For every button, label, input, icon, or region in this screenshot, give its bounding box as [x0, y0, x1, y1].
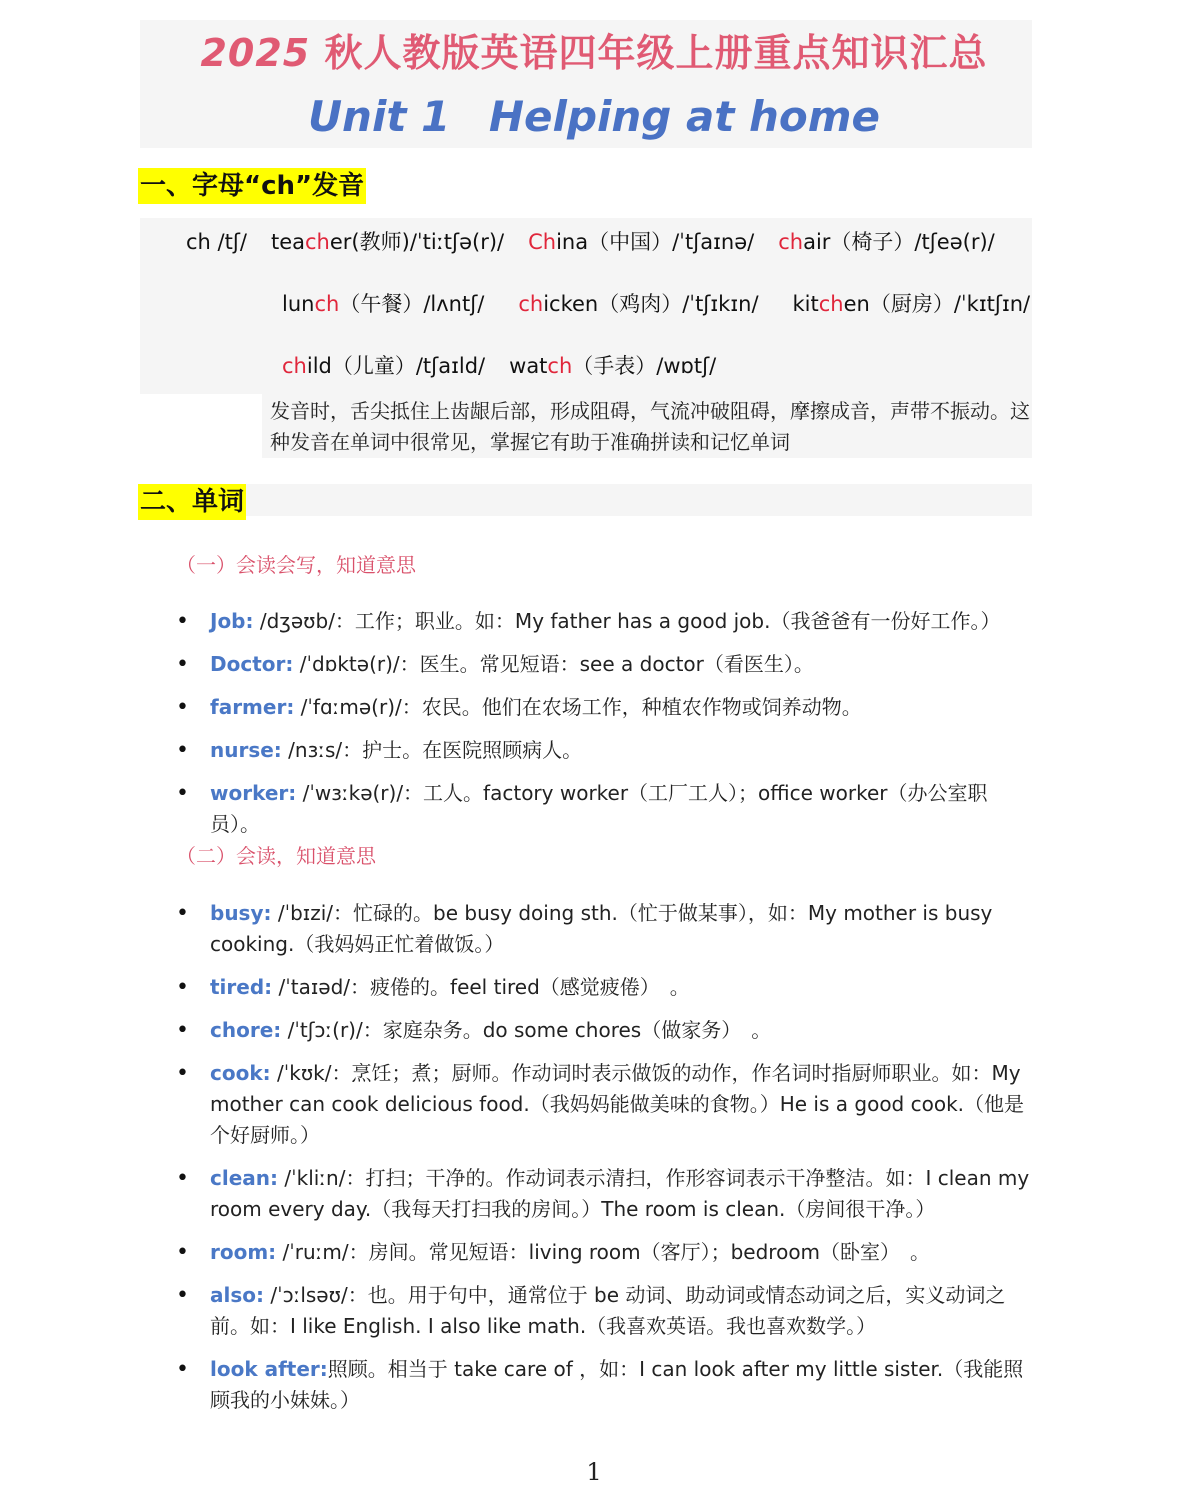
bullet-icon: • [176, 695, 189, 720]
phonics-item: chair（椅子）/tʃeə(r)/ [778, 230, 995, 254]
unit-name: Helping at home [488, 92, 881, 141]
vocab-item: • Doctor: /ˈdɒktə(r)/：医生。常见短语：see a doctor（看医生）。 [176, 649, 1032, 680]
vocab-list-1 [176, 606, 1032, 840]
section1-heading [138, 168, 366, 204]
bullet-icon: • [176, 1283, 189, 1308]
bullet-icon: • [176, 1357, 189, 1382]
vocab-item: • room: /ˈruːm/：房间。常见短语：living room（客厅）；bedroom（卧室） 。 [176, 1237, 1032, 1268]
vocab-item: • farmer: /ˈfɑːmə(r)/：农民。他们在农场工作，种植农作物或饲养动物。 [176, 692, 1032, 723]
bullet-icon: • [176, 738, 189, 763]
vocab-list-2 [176, 898, 1032, 1416]
phonics-item: ch /tʃ/ [186, 230, 247, 254]
vocab-item: • clean: /ˈkliːn/：打扫；干净的。作动词表示清扫，作形容词表示干净整洁。如：I clean my room every day.（我每天打扫我的房间。）The room is clean.（房间很干净。） [176, 1163, 1032, 1225]
page-number: 1 [586, 1458, 602, 1486]
phonics-row-1 [186, 226, 995, 256]
title-year: 2025 [200, 31, 311, 75]
pronunciation-note: 发音时，舌尖抵住上齿龈后部，形成阻碍，气流冲破阻碍，摩擦成音，声带不振动。这种发音在单词中很常见，掌握它有助于准确拼读和记忆单词 [270, 399, 1030, 454]
section2-shade [138, 484, 1032, 516]
vocab-item: • Job: /dʒəʊb/：工作；职业。如：My father has a good job.（我爸爸有一份好工作。） [176, 606, 1032, 637]
subsection2-title: （二）会读，知道意思 [176, 844, 376, 868]
section1-heading-letter: “ch” [244, 171, 313, 201]
vocab-item: • cook: /ˈkʊk/：烹饪；煮；厨师。作动词时表示做饭的动作，作名词时指厨师职业。如：My mother can cook delicious food.（我妈妈能做美味的食物。）He is a good cook.（他是个好厨师。） [176, 1058, 1032, 1151]
unit-number: Unit 1 [307, 92, 451, 141]
phonics-row-3 [282, 350, 716, 380]
phonics-row-2 [282, 288, 1030, 318]
document-title [0, 22, 1188, 77]
phonics-item: China（中国）/ˈtʃaɪnə/ [528, 230, 755, 254]
vocab-item: • tired: /ˈtaɪəd/：疲倦的。feel tired（感觉疲倦） 。 [176, 972, 1032, 1003]
phonics-item: teacher(教师)/ˈtiːtʃə(r)/ [270, 230, 505, 254]
bullet-icon: • [176, 1166, 189, 1191]
bullet-icon: • [176, 609, 189, 634]
bullet-icon: • [176, 781, 189, 806]
bullet-icon: • [176, 975, 189, 1000]
phonics-item: watch（手表）/wɒtʃ/ [509, 354, 717, 378]
vocab-item: • chore: /ˈtʃɔː(r)/：家庭杂务。do some chores（做家务） 。 [176, 1015, 1032, 1046]
bullet-icon: • [176, 1240, 189, 1265]
title-main: 秋人教版英语四年级上册重点知识汇总 [324, 31, 988, 75]
phonics-item: kitchen（厨房）/ˈkɪtʃɪn/ [792, 292, 1031, 316]
bullet-icon: • [176, 652, 189, 677]
bullet-icon: • [176, 1061, 189, 1086]
section1-heading-suffix: 发音 [312, 171, 365, 201]
vocab-item: • look after:照顾。相当于 take care of ，如：I can look after my little sister.（我能照顾我的小妹妹。） [176, 1354, 1032, 1416]
unit-title [0, 92, 1188, 141]
phonics-item: chicken（鸡肉）/ˈtʃɪkɪn/ [518, 292, 759, 316]
subsection1-title: （一）会读会写，知道意思 [176, 553, 416, 577]
vocab-item: • nurse: /nɜːs/：护士。在医院照顾病人。 [176, 735, 1032, 766]
vocab-item: • also: /ˈɔːlsəʊ/：也。用于句中，通常位于 be 动词、助动词或情态动词之后，实义动词之前。如：I like English. I also like math.（我喜欢英语。我也喜欢数学。） [176, 1280, 1032, 1342]
vocab-item: • worker: /ˈwɜːkə(r)/：工人。factory worker（工厂工人）；office worker（办公室职员）。 [176, 778, 1032, 840]
phonics-item: lunch（午餐）/lʌntʃ/ [282, 292, 485, 316]
section1-heading-prefix: 一、字母 [140, 171, 245, 201]
bullet-icon: • [176, 901, 189, 926]
section2-heading: 二、单词 [138, 484, 246, 520]
vocab-item: • busy: /ˈbɪzi/：忙碌的。be busy doing sth.（忙于做某事），如：My mother is busy cooking.（我妈妈正忙着做饭。） [176, 898, 1032, 960]
phonics-item: child（儿童）/tʃaɪld/ [282, 354, 486, 378]
bullet-icon: • [176, 1018, 189, 1043]
